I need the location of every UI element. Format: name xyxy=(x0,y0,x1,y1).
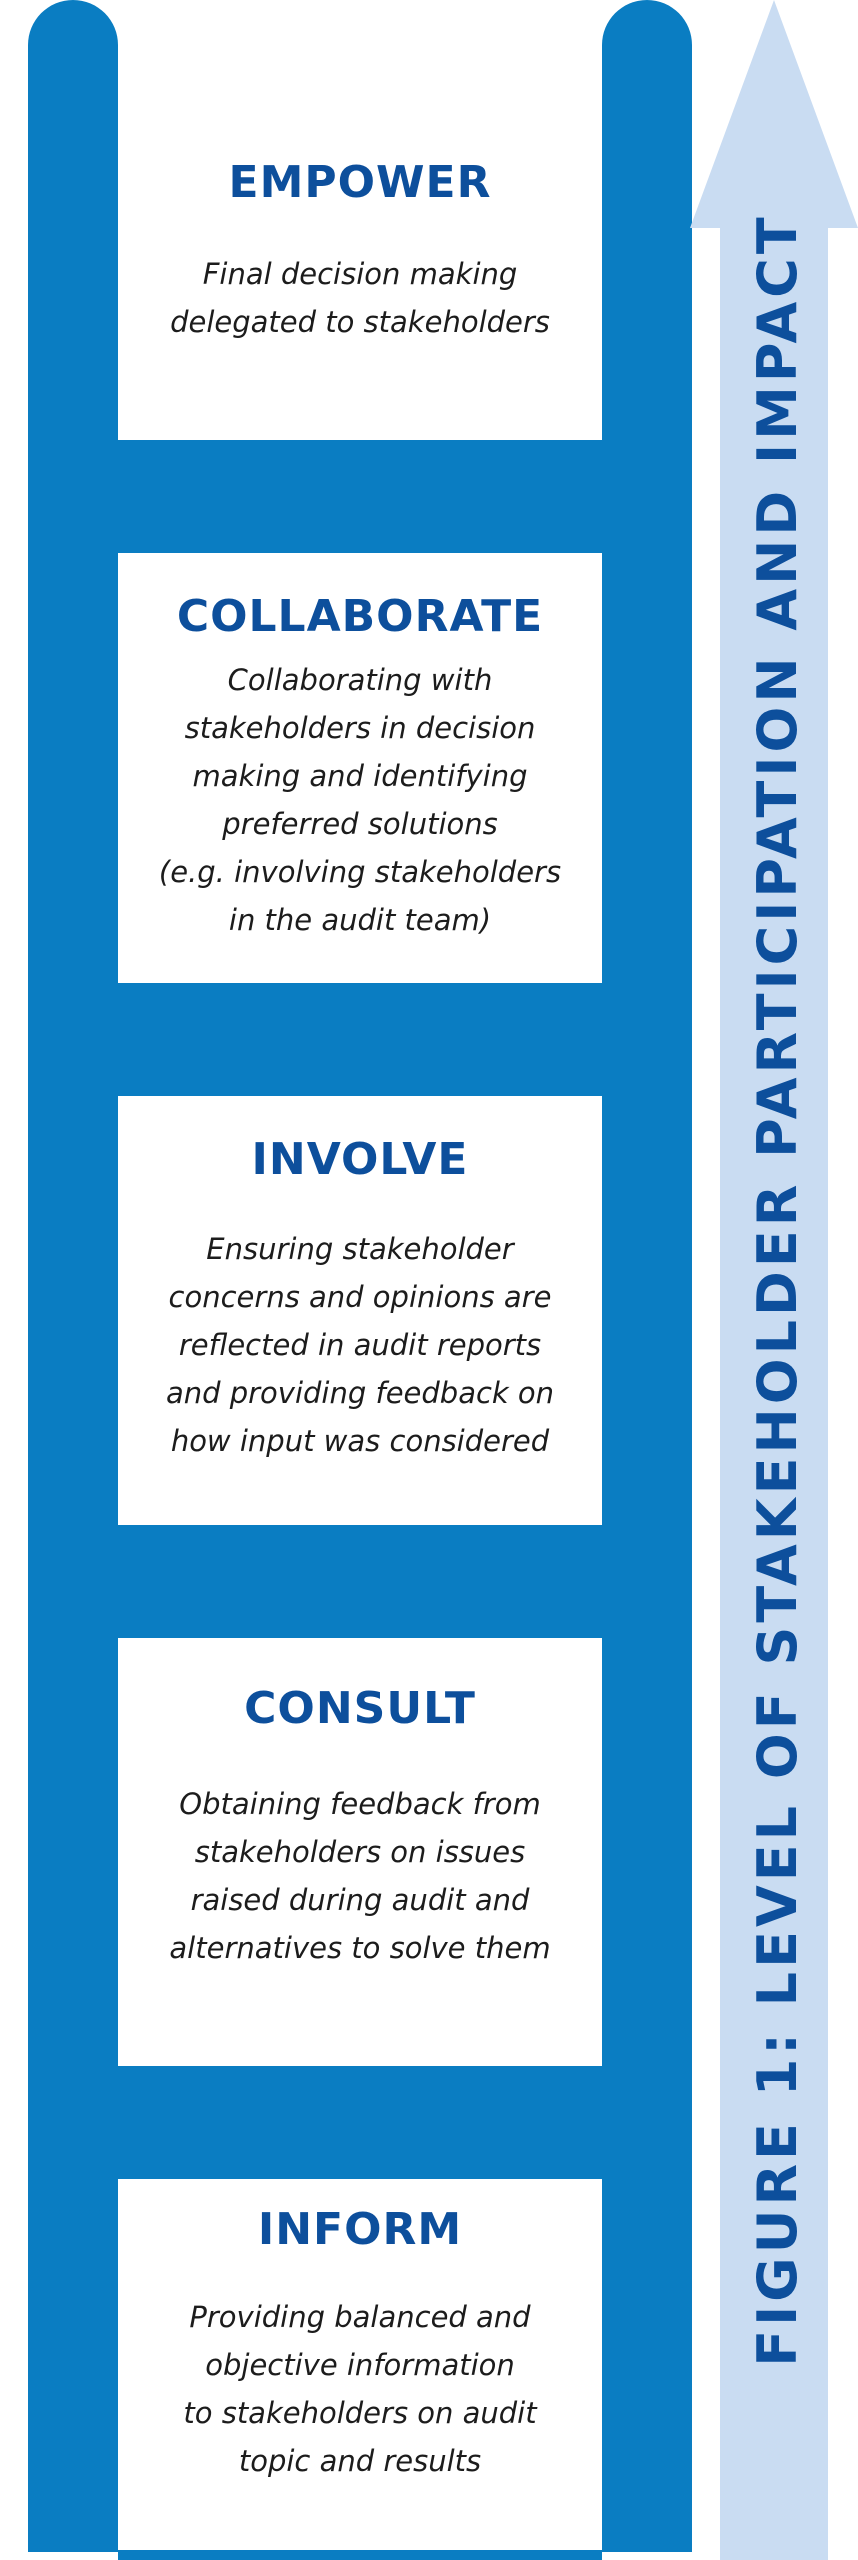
description-line: Providing balanced and xyxy=(189,2299,531,2334)
figure-title: FIGURE 1: LEVEL OF STAKEHOLDER PARTICIPATION AND IMPACT xyxy=(746,213,809,2367)
level-box-consult xyxy=(118,1638,602,2066)
description-line: Collaborating with xyxy=(227,662,493,697)
description-line: Obtaining feedback from xyxy=(179,1786,541,1821)
description-line: objective information xyxy=(205,2347,515,2382)
description-line: raised during audit and xyxy=(190,1882,530,1917)
description-line: making and identifying xyxy=(192,758,528,793)
level-box-involve xyxy=(118,1096,602,1525)
level-description xyxy=(140,2293,580,2485)
level-description xyxy=(140,250,580,346)
level-title: CONSULT xyxy=(244,1683,476,1734)
description-line: reflected in audit reports xyxy=(178,1327,542,1362)
ladder-rung xyxy=(118,2550,602,2560)
ladder-rung xyxy=(118,440,602,553)
description-line: stakeholders on issues xyxy=(194,1834,526,1869)
ladder-rung xyxy=(118,983,602,1096)
ladder-rung xyxy=(118,1525,602,1638)
level-title: COLLABORATE xyxy=(176,591,544,642)
level-box-empower xyxy=(118,0,602,440)
level-description xyxy=(140,1780,580,1972)
level-description xyxy=(140,656,580,944)
level-title: EMPOWER xyxy=(228,157,492,208)
description-line: in the audit team) xyxy=(228,902,492,937)
description-line: stakeholders in decision xyxy=(184,710,536,745)
ladder-rung xyxy=(118,2066,602,2179)
description-line: Final decision making xyxy=(202,256,518,291)
description-line: (e.g. involving stakeholders xyxy=(158,854,562,889)
level-description xyxy=(140,1225,580,1465)
ladder-right-rail xyxy=(602,0,692,2552)
description-line: and providing feedback on xyxy=(165,1375,555,1410)
description-line: concerns and opinions are xyxy=(168,1279,552,1314)
description-line: topic and results xyxy=(238,2443,482,2478)
description-line: delegated to stakeholders xyxy=(170,304,550,339)
description-line: Ensuring stakeholder xyxy=(206,1231,514,1266)
description-line: preferred solutions xyxy=(222,806,498,841)
description-line: alternatives to solve them xyxy=(169,1930,551,1965)
level-box-inform xyxy=(118,2179,602,2550)
description-line: how input was considered xyxy=(170,1423,550,1458)
ladder-left-rail xyxy=(28,0,118,2552)
level-title: INFORM xyxy=(257,2204,463,2255)
description-line: to stakeholders on audit xyxy=(183,2395,537,2430)
level-title: INVOLVE xyxy=(251,1134,469,1185)
level-box-collaborate xyxy=(118,553,602,983)
